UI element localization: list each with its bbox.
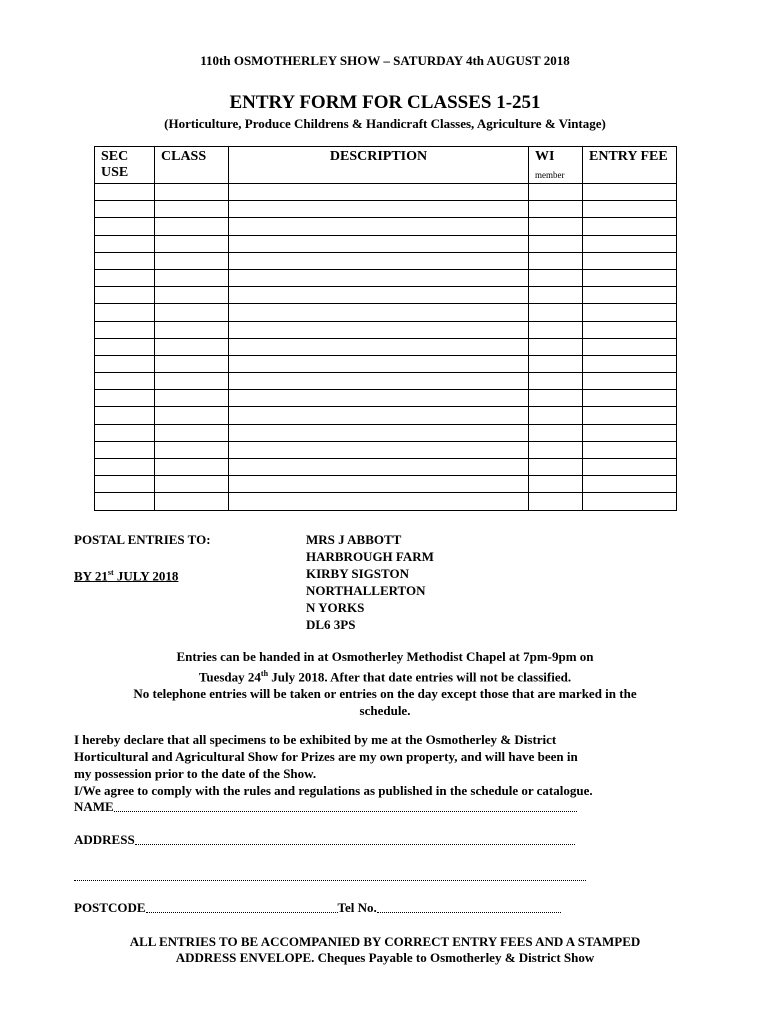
entry-fee-cell[interactable] — [583, 407, 677, 424]
wi-label: WI — [535, 149, 555, 164]
notice-line: No telephone entries will be taken or entries on the day except those that are marked in the — [133, 686, 637, 702]
declaration — [74, 731, 714, 799]
description-cell[interactable] — [229, 459, 529, 476]
wi-cell[interactable] — [529, 493, 583, 510]
declaration-line: I/We agree to comply with the rules and regulations as published in the schedule or catalogue. — [74, 783, 593, 798]
postal-address — [306, 531, 434, 633]
class-cell[interactable] — [155, 218, 229, 235]
entry-fee-cell[interactable] — [583, 476, 677, 493]
class-cell[interactable] — [155, 338, 229, 355]
class-cell[interactable] — [155, 304, 229, 321]
class-cell[interactable] — [155, 407, 229, 424]
class-cell[interactable] — [155, 441, 229, 458]
notice-date-prefix: Tuesday 24 — [198, 669, 261, 685]
class-cell[interactable] — [155, 493, 229, 510]
wi-cell[interactable] — [529, 476, 583, 493]
entry-fee-cell[interactable] — [583, 252, 677, 269]
table-row — [95, 476, 677, 493]
notice-date-suffix: July 2018. After that date entries will not be classified. — [268, 669, 572, 685]
sec-use-cell[interactable] — [95, 407, 155, 424]
table-row — [95, 493, 677, 510]
table-row — [95, 184, 677, 201]
wi-cell[interactable] — [529, 252, 583, 269]
wi-cell[interactable] — [529, 355, 583, 372]
description-cell[interactable] — [229, 184, 529, 201]
entry-fee-cell[interactable] — [583, 287, 677, 304]
table-row — [95, 201, 677, 218]
sec-use-cell[interactable] — [95, 459, 155, 476]
postcode-field[interactable] — [74, 900, 561, 916]
sec-use-cell[interactable] — [95, 287, 155, 304]
address-label: ADDRESS — [74, 832, 135, 847]
entry-fee-cell[interactable] — [583, 269, 677, 286]
entry-fee-cell[interactable] — [583, 235, 677, 252]
entry-fee-cell[interactable] — [583, 338, 677, 355]
entry-notice — [0, 648, 770, 719]
class-cell[interactable] — [155, 287, 229, 304]
sec-use-cell[interactable] — [95, 218, 155, 235]
table-row — [95, 459, 677, 476]
description-cell[interactable] — [229, 390, 529, 407]
wi-cell[interactable] — [529, 407, 583, 424]
description-cell[interactable] — [229, 235, 529, 252]
sec-use-cell[interactable] — [95, 390, 155, 407]
class-cell[interactable] — [155, 424, 229, 441]
table-row — [95, 355, 677, 372]
sec-use-cell[interactable] — [95, 355, 155, 372]
address-line: NORTHALLERTON — [306, 583, 426, 598]
sec-use-cell[interactable] — [95, 201, 155, 218]
wi-cell[interactable] — [529, 321, 583, 338]
col-header-class: CLASS — [155, 147, 229, 184]
description-cell[interactable] — [229, 493, 529, 510]
class-cell[interactable] — [155, 235, 229, 252]
wi-cell[interactable] — [529, 184, 583, 201]
sec-use-cell[interactable] — [95, 184, 155, 201]
class-cell[interactable] — [155, 201, 229, 218]
entry-fee-cell[interactable] — [583, 390, 677, 407]
wi-cell[interactable] — [529, 373, 583, 390]
table-row — [95, 287, 677, 304]
deadline-sup: st — [107, 568, 114, 577]
description-cell[interactable] — [229, 252, 529, 269]
class-cell[interactable] — [155, 252, 229, 269]
table-row — [95, 252, 677, 269]
postal-deadline — [74, 564, 178, 584]
address-field[interactable] — [74, 832, 575, 848]
wi-cell[interactable] — [529, 338, 583, 355]
entry-fee-cell[interactable] — [583, 373, 677, 390]
name-field[interactable] — [74, 799, 577, 815]
entry-fee-cell[interactable] — [583, 218, 677, 235]
table-row — [95, 304, 677, 321]
postcode-input-line[interactable] — [146, 911, 338, 913]
form-title: ENTRY FORM FOR CLASSES 1-251 — [229, 92, 541, 113]
declaration-line: my possession prior to the date of the Show. — [74, 766, 317, 781]
class-cell[interactable] — [155, 459, 229, 476]
sec-use-cell[interactable] — [95, 338, 155, 355]
class-cell[interactable] — [155, 321, 229, 338]
class-cell[interactable] — [155, 390, 229, 407]
notice-date-sup: th — [260, 669, 269, 678]
entry-fee-cell[interactable] — [583, 424, 677, 441]
address-line: DL6 3PS — [306, 617, 356, 632]
col-header-wi — [529, 147, 583, 184]
col-header-sec-use: SEC USE — [95, 147, 155, 184]
description-cell[interactable] — [229, 287, 529, 304]
footer-line: ADDRESS ENVELOPE. Cheques Payable to Osmotherley & District Show — [175, 950, 595, 965]
entry-fee-cell[interactable] — [583, 459, 677, 476]
table-row — [95, 407, 677, 424]
name-label: NAME — [74, 799, 114, 814]
entry-fee-cell[interactable] — [583, 304, 677, 321]
show-date-heading: 110th OSMOTHERLEY SHOW – SATURDAY 4th AUGUST 2018 — [200, 53, 570, 68]
address-input-line[interactable] — [135, 843, 575, 845]
tel-input-line[interactable] — [377, 911, 561, 913]
class-cell[interactable] — [155, 373, 229, 390]
table-header-row — [95, 147, 677, 184]
table-row — [95, 424, 677, 441]
wi-cell[interactable] — [529, 304, 583, 321]
entry-fee-cell[interactable] — [583, 355, 677, 372]
footer-line: ALL ENTRIES TO BE ACCOMPANIED BY CORRECT ENTRY FEES AND A STAMPED — [129, 934, 641, 949]
name-input-line[interactable] — [114, 810, 577, 812]
class-cell[interactable] — [155, 476, 229, 493]
wi-member-subtext: member — [535, 170, 565, 180]
table-row — [95, 235, 677, 252]
description-cell[interactable] — [229, 424, 529, 441]
address-line: N YORKS — [306, 600, 365, 615]
postcode-label: POSTCODE — [74, 900, 146, 915]
notice-line: schedule. — [359, 703, 411, 719]
wi-cell[interactable] — [529, 235, 583, 252]
notice-line: Entries can be handed in at Osmotherley Methodist Chapel at 7pm-9pm on — [176, 649, 594, 664]
tel-label: Tel No. — [337, 900, 377, 915]
entry-fee-cell[interactable] — [583, 493, 677, 510]
sec-use-cell[interactable] — [95, 424, 155, 441]
deadline-prefix: BY 21 — [74, 568, 108, 584]
wi-cell[interactable] — [529, 201, 583, 218]
entry-fee-cell[interactable] — [583, 201, 677, 218]
description-cell[interactable] — [229, 441, 529, 458]
col-header-entry-fee: ENTRY FEE — [583, 147, 677, 184]
wi-cell[interactable] — [529, 459, 583, 476]
form-subtitle: (Horticulture, Produce Childrens & Handicraft Classes, Agriculture & Vintage) — [164, 116, 606, 131]
deadline-suffix: JULY 2018 — [113, 568, 179, 584]
table-row — [95, 218, 677, 235]
description-cell[interactable] — [229, 338, 529, 355]
wi-cell[interactable] — [529, 441, 583, 458]
table-row — [95, 338, 677, 355]
address-line: MRS J ABBOTT — [306, 532, 402, 547]
table-row — [95, 321, 677, 338]
wi-cell[interactable] — [529, 287, 583, 304]
address-input-line-2[interactable] — [74, 879, 586, 881]
description-cell[interactable] — [229, 304, 529, 321]
table-row — [95, 441, 677, 458]
wi-cell[interactable] — [529, 269, 583, 286]
postal-entries-label: POSTAL ENTRIES TO: — [74, 532, 211, 547]
footer-note — [0, 934, 770, 966]
sec-use-cell[interactable] — [95, 441, 155, 458]
description-cell[interactable] — [229, 201, 529, 218]
sec-use-cell[interactable] — [95, 304, 155, 321]
col-header-description: DESCRIPTION — [229, 147, 529, 184]
wi-cell[interactable] — [529, 218, 583, 235]
entry-fee-cell[interactable] — [583, 441, 677, 458]
description-cell[interactable] — [229, 355, 529, 372]
entry-fee-cell[interactable] — [583, 321, 677, 338]
wi-cell[interactable] — [529, 390, 583, 407]
sec-use-cell[interactable] — [95, 476, 155, 493]
notice-line — [0, 665, 770, 685]
wi-cell[interactable] — [529, 424, 583, 441]
description-cell[interactable] — [229, 269, 529, 286]
class-cell[interactable] — [155, 184, 229, 201]
sec-use-cell[interactable] — [95, 321, 155, 338]
class-cell[interactable] — [155, 355, 229, 372]
address-line: HARBROUGH FARM — [306, 549, 434, 564]
class-cell[interactable] — [155, 269, 229, 286]
sec-use-cell[interactable] — [95, 269, 155, 286]
sec-use-cell[interactable] — [95, 252, 155, 269]
description-cell[interactable] — [229, 321, 529, 338]
entry-fee-cell[interactable] — [583, 184, 677, 201]
declaration-line: I hereby declare that all specimens to be exhibited by me at the Osmotherley & District — [74, 732, 557, 747]
table-row — [95, 269, 677, 286]
sec-use-cell[interactable] — [95, 493, 155, 510]
address-line: KIRBY SIGSTON — [306, 566, 409, 581]
sec-use-cell[interactable] — [95, 235, 155, 252]
table-row — [95, 390, 677, 407]
entry-table — [94, 146, 677, 511]
description-cell[interactable] — [229, 373, 529, 390]
description-cell[interactable] — [229, 476, 529, 493]
table-row — [95, 373, 677, 390]
declaration-line: Horticultural and Agricultural Show for Prizes are my own property, and will have been in — [74, 749, 578, 764]
description-cell[interactable] — [229, 218, 529, 235]
sec-use-cell[interactable] — [95, 373, 155, 390]
description-cell[interactable] — [229, 407, 529, 424]
